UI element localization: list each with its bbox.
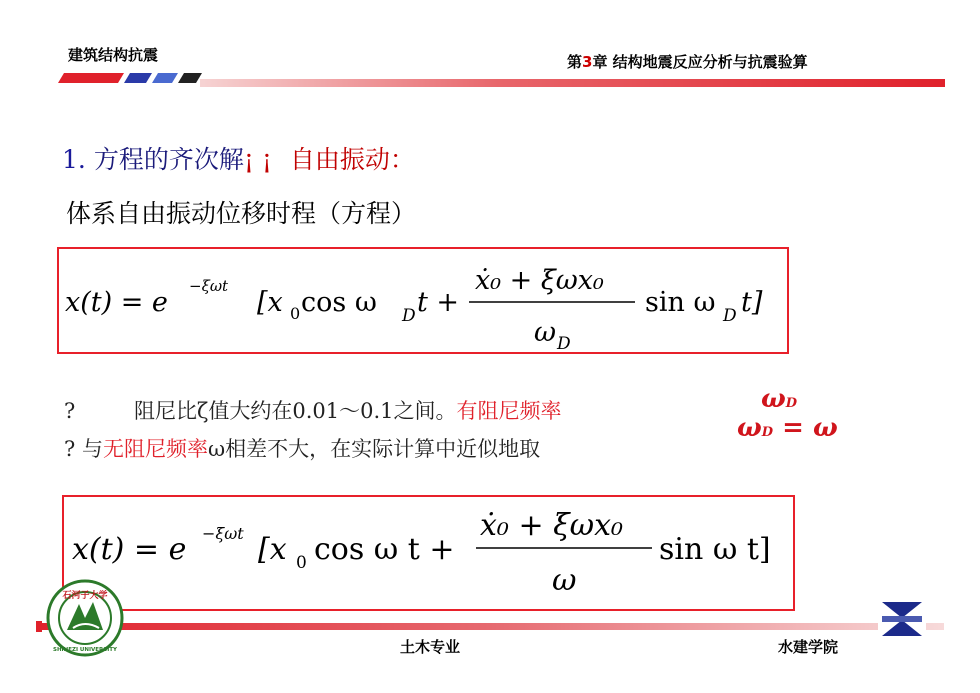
eq2-exponent: −ξωt — [202, 524, 244, 543]
eq1-tplus: t + — [417, 287, 460, 318]
section-heading — [62, 140, 415, 176]
eq1-exponent: −ξωt — [189, 277, 229, 295]
approx-rhs: ω — [812, 413, 838, 443]
eq2-cos: cos ω t + — [314, 532, 455, 567]
omega-d-symbol — [761, 384, 797, 414]
chapter-name: 章 结构地震反应分析与抗震验算 — [592, 53, 808, 71]
equation-damped — [57, 247, 789, 354]
eq1-sin: sin ω — [645, 287, 716, 318]
eq1-sub0: 0 — [290, 304, 301, 323]
chapter-title — [567, 51, 808, 72]
bullet-2-red: 无阻尼频率 — [102, 437, 208, 461]
logo-ring-text: SHIHEZI UNIVERSITY — [52, 647, 118, 653]
eq2-tail: sin ω t] — [659, 532, 771, 567]
omega-d-letter: ω — [761, 384, 786, 414]
section-heading-tail: 自由振动： — [289, 145, 415, 174]
footer-band — [36, 623, 944, 630]
footer-center: 土木专业 — [400, 638, 461, 656]
course-title: 建筑结构抗震 — [68, 46, 159, 64]
omega-approx — [737, 413, 838, 443]
header-stripes — [58, 71, 208, 85]
eq2-numerator: ẋ₀ + ξωx₀ — [480, 508, 624, 543]
eq1-cos: cos ω — [301, 287, 377, 318]
section-separator: ¡ ¡ — [243, 145, 272, 174]
bullet-2-mark: ? — [64, 437, 76, 461]
section-number: 1. — [62, 145, 86, 174]
eq1-tail: t] — [741, 287, 763, 318]
footer-right: 水建学院 — [778, 638, 839, 656]
bullet-1-text: 阻尼比ζ值大约在0.01～0.1之间。 — [133, 399, 457, 423]
equation-approx — [62, 495, 795, 611]
bullet-1-mark: ? — [64, 399, 76, 423]
eq2-sub0: 0 — [296, 553, 307, 573]
header-band — [200, 79, 945, 87]
chapter-number: 3 — [582, 53, 593, 71]
eq1-sin-sub: D — [723, 306, 737, 326]
section-subheading: 体系自由振动位移时程（方程） — [66, 199, 417, 228]
eq2-lhs: x(t) = e — [72, 532, 187, 567]
chapter-prefix: 第 — [567, 53, 583, 71]
bullet-1-red: 有阻尼频率 — [456, 399, 562, 423]
eq1-bracket-open: [x — [257, 287, 283, 318]
approx-sub: D — [761, 425, 774, 440]
bullet-2-post: ω相差不大，在实际计算中近似地取 — [207, 437, 541, 461]
bullet-2 — [64, 433, 540, 463]
slide-nav-icon[interactable] — [878, 598, 926, 640]
footer-band-cap — [36, 621, 42, 632]
university-logo — [45, 578, 125, 658]
approx-eq: = — [782, 413, 804, 443]
bullet-1 — [64, 395, 562, 425]
approx-lhs: ω — [737, 413, 762, 443]
eq2-denominator: ω — [552, 563, 577, 598]
bullet-2-pre: 与 — [81, 437, 103, 461]
eq1-lhs: x(t) = e — [65, 287, 168, 318]
section-heading-text: 方程的齐次解 — [93, 145, 244, 174]
eq2-bracket-open: [x — [258, 532, 287, 567]
logo-top-text: 石河子大学 — [62, 591, 108, 601]
eq1-denominator: ω — [534, 317, 557, 348]
eq1-den-sub: D — [557, 334, 571, 354]
eq1-subD: D — [402, 306, 416, 326]
omega-d-sub: D — [785, 396, 798, 411]
eq1-numerator: ẋ₀ + ξωx₀ — [475, 265, 604, 296]
